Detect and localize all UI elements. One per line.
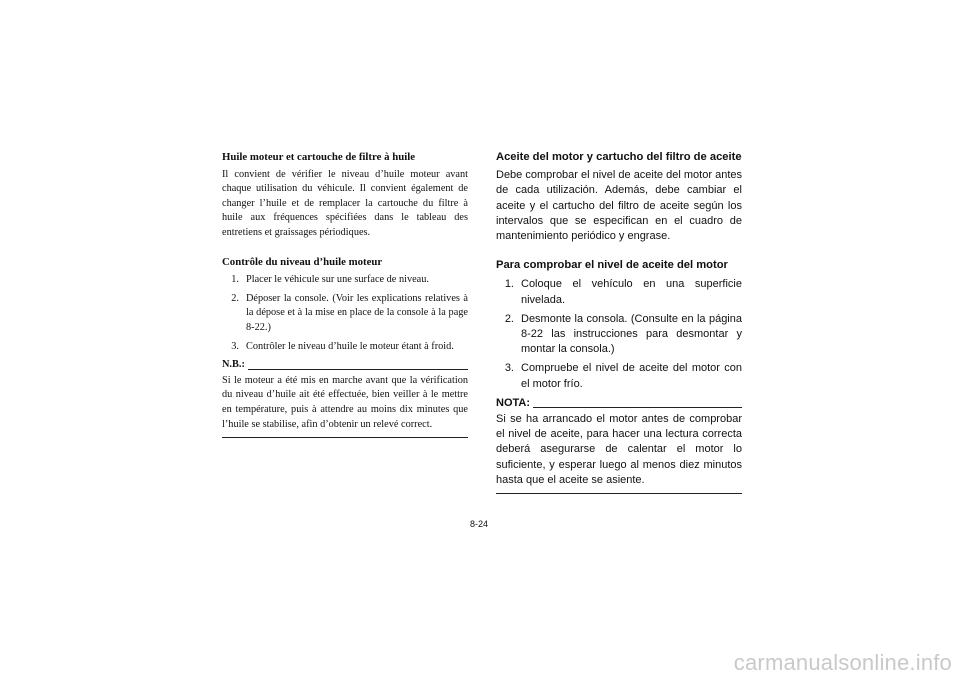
page-number: 8-24: [470, 519, 489, 529]
list-item: [496, 277, 742, 307]
french-heading-oil: Huile moteur et cartouche de filtre à huile: [222, 151, 416, 163]
step-text: Desmonte la consola. (Consulte en la página 8-22 las instrucciones para desmontar y montar la consola.): [521, 312, 742, 356]
spanish-steps-list: [496, 277, 742, 391]
step-text: Contrôler le niveau d’huile le moteur étant à froid.: [246, 340, 454, 352]
step-text: Coloque el vehículo en una superficie nivelada.: [521, 278, 742, 306]
list-item: [222, 292, 468, 336]
step-text: Placer le véhicule sur une surface de niveau.: [246, 274, 429, 286]
step-text: Compruebe el nivel de aceite del motor con el motor frío.: [521, 362, 742, 390]
step-number: 2.: [504, 312, 514, 325]
note-rule: [533, 407, 742, 408]
step-number: 1.: [504, 278, 514, 291]
spanish-note-label: NOTA:: [496, 396, 531, 409]
spanish-note-header: [496, 396, 742, 411]
french-note-header: [222, 358, 468, 373]
watermark: carmanualsonline.info: [733, 650, 952, 675]
french-steps-list: [222, 273, 468, 354]
step-number: 2.: [231, 292, 239, 304]
french-note-text: Si le moteur a été mis en marche avant que la vérification du niveau d’huile ait été effectuée, bien veiller à le mettre en température, puis à attendre au moins dix minutes que l’huile se stabilise, afin d’obtenir un relevé correct.: [222, 374, 468, 430]
spanish-heading-check-level: Para comprobar el nivel de aceite del motor: [496, 259, 728, 272]
french-heading-check-level: Contrôle du niveau d’huile moteur: [222, 255, 383, 268]
french-intro-paragraph: Il convient de vérifier le niveau d’huile moteur avant chaque utilisation du véhicule. Il convient également de changer l’huile et de remplacer la cartouche du filtre à huile aux fréquences spécifiées dans le tableau des entretiens et graissages périodiques.: [222, 168, 468, 238]
step-text: Déposer la console. (Voir les explications relatives à la dépose et à la mise en place de la console à la page 8-22.): [246, 292, 468, 333]
step-number: 3.: [231, 340, 239, 352]
spanish-intro-paragraph: Debe comprobar el nivel de aceite del motor antes de cada utilización. Además, debe cambiar el aceite y el cartucho del filtro de aceite según los intervalos que se especifican en el cuadro de mantenimiento periódico y engrase.: [496, 169, 742, 243]
french-column: [222, 150, 468, 438]
spanish-heading-oil: Aceite del motor y cartucho del filtro de aceite: [496, 151, 742, 163]
spanish-column: [496, 150, 742, 494]
step-number: 1.: [231, 274, 239, 286]
french-note-end-rule: [222, 437, 468, 438]
list-item: [496, 312, 742, 358]
french-note-label: N.B.:: [222, 359, 245, 371]
list-item: [496, 361, 742, 391]
list-item: [222, 340, 468, 355]
spanish-note-end-rule: [496, 493, 742, 494]
spanish-note-text: Si se ha arrancado el motor antes de comprobar el nivel de aceite, para hacer una lectura correcta deberá asegurarse de calentar el motor lo suficiente, y esperar luego al menos diez minutos hasta que el aceite se asiente.: [496, 413, 742, 486]
step-number: 3.: [504, 362, 514, 375]
note-rule: [248, 369, 468, 370]
list-item: [222, 273, 468, 288]
